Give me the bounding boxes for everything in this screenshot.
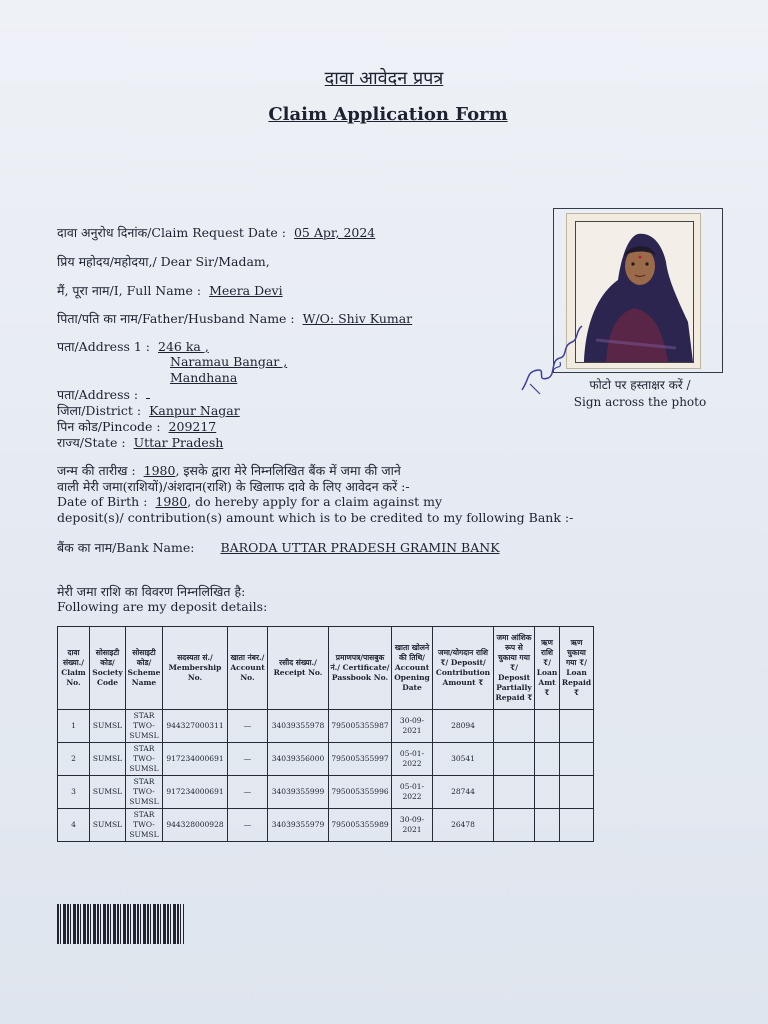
table-cell: SUMSL: [90, 809, 126, 842]
table-row: [58, 743, 594, 776]
table-cell: 917234000691: [163, 743, 228, 776]
table-cell: SUMSL: [90, 710, 126, 743]
table-cell: —: [228, 743, 268, 776]
bank-label: बैंक का नाम/Bank Name:: [57, 540, 195, 555]
state-value: Uttar Pradesh: [133, 435, 224, 450]
table-cell: [494, 776, 535, 809]
address1-label: पता/Address 1 :: [57, 339, 151, 354]
table-cell: [560, 710, 594, 743]
table-cell: 2: [58, 743, 90, 776]
full-name-label: मैं, पूरा नाम/I, Full Name :: [57, 283, 202, 298]
address1-line-1: 246 ka ,: [158, 339, 209, 354]
table-cell: —: [228, 710, 268, 743]
table-cell: [494, 710, 535, 743]
deposit-table-body: [58, 710, 594, 842]
table-cell: [560, 776, 594, 809]
table-cell: 1: [58, 710, 90, 743]
table-cell: 30-09-2021: [392, 710, 433, 743]
table-cell: 34039355978: [268, 710, 329, 743]
dob-english-line-2: deposit(s)/ contribution(s) amount which is to be credited to my following Bank :-: [57, 510, 574, 525]
table-row: [58, 809, 594, 842]
table-cell: SUMSL: [90, 743, 126, 776]
table-cell: —: [228, 809, 268, 842]
col-account-no: खाता नंबर./ Account No.: [228, 627, 268, 710]
table-cell: 944327000311: [163, 710, 228, 743]
bank-value: BARODA UTTAR PRADESH GRAMIN BANK: [220, 540, 500, 555]
salutation: प्रिय महोदय/महोदया,/ Dear Sir/Madam,: [57, 254, 270, 269]
table-row: [58, 710, 594, 743]
photo-caption: [560, 377, 720, 411]
form-title-english: Claim Application Form: [268, 104, 508, 125]
table-cell: 34039355979: [268, 809, 329, 842]
photo-caption-english: Sign across the photo: [573, 395, 707, 409]
col-deposit-amount: जमा/योगदान राशि ₹/ Deposit/ Contribution Amount ₹: [433, 627, 494, 710]
table-cell: [535, 776, 560, 809]
father-husband-row: [57, 310, 412, 327]
state-label: राज्य/State :: [57, 435, 126, 450]
barcode: [57, 904, 184, 944]
table-cell: STAR TWO-SUMSL: [126, 743, 163, 776]
table-cell: 34039356000: [268, 743, 329, 776]
table-cell: [560, 809, 594, 842]
table-cell: 795005355996: [329, 776, 392, 809]
address2-row: [57, 386, 150, 403]
table-cell: 28744: [433, 776, 494, 809]
col-loan-repaid: ऋण चुकाया गया ₹/ Loan Repaid ₹: [560, 627, 594, 710]
address1-row: [57, 338, 209, 355]
table-cell: STAR TWO-SUMSL: [126, 809, 163, 842]
table-cell: 05-01-2022: [392, 776, 433, 809]
address2-label: पता/Address :: [57, 387, 139, 402]
dob-hindi-line-1: जन्म की तारीख : 1980, इसके द्वारा मेरे निम्नलिखित बैंक में जमा की जाने: [57, 463, 401, 478]
form-title-hindi: दावा आवेदन प्रपत्र: [324, 68, 444, 89]
table-cell: 28094: [433, 710, 494, 743]
district-label: जिला/District :: [57, 403, 142, 418]
col-claim-no: दावा संख्या./ Claim No.: [58, 627, 90, 710]
claim-date-value: 05 Apr, 2024: [293, 225, 376, 240]
pincode-label: पिन कोड/Pincode :: [57, 419, 161, 434]
table-cell: SUMSL: [90, 776, 126, 809]
table-cell: STAR TWO-SUMSL: [126, 710, 163, 743]
table-cell: 795005355997: [329, 743, 392, 776]
table-cell: 917234000691: [163, 776, 228, 809]
dob-english-line-1: Date of Birth : 1980, do hereby apply for a claim against my: [57, 494, 443, 509]
claim-date-label: दावा अनुरोध दिनांक/Claim Request Date :: [57, 225, 286, 240]
full-name-row: [57, 282, 283, 299]
deposit-heading-hindi: मेरी जमा राशि का विवरण निम्नलिखित है:: [57, 584, 246, 599]
full-name-value: Meera Devi: [209, 283, 283, 298]
table-cell: 4: [58, 809, 90, 842]
address2-value: [146, 386, 150, 399]
father-husband-value: W/O: Shiv Kumar: [302, 311, 413, 326]
col-certificate-no: प्रमाणपत्र/पासबुक नं./ Certificate/ Passbook No.: [329, 627, 392, 710]
dob-year-english: 1980: [155, 494, 188, 509]
photo-caption-hindi: फोटो पर हस्ताक्षर करें /: [589, 378, 691, 392]
col-opening-date: खाता खोलने की तिथि/ Account Opening Date: [392, 627, 433, 710]
col-receipt-no: रसीद संख्या./ Receipt No.: [268, 627, 329, 710]
table-cell: 26478: [433, 809, 494, 842]
dob-hindi-line-2: वाली मेरी जमा(राशियों)/अंशदान(राशि) के खिलाफ दावे के लिए आवेदन करें :-: [57, 479, 410, 494]
dob-year-hindi: 1980: [143, 463, 176, 478]
table-cell: —: [228, 776, 268, 809]
table-cell: [535, 809, 560, 842]
col-society-code: सोसाइटी कोड/ Society Code: [90, 627, 126, 710]
table-cell: 944328000928: [163, 809, 228, 842]
table-cell: 795005355989: [329, 809, 392, 842]
claim-date-row: [57, 224, 375, 241]
pincode-value: 209217: [168, 419, 217, 434]
district-row: [57, 402, 240, 419]
pincode-row: [57, 418, 216, 435]
address1-line-3: Mandhana: [170, 370, 238, 385]
table-cell: 795005355987: [329, 710, 392, 743]
col-loan-amt: ऋण राशि ₹/ Loan Amt ₹: [535, 627, 560, 710]
table-cell: 3: [58, 776, 90, 809]
table-row: [58, 776, 594, 809]
table-cell: STAR TWO-SUMSL: [126, 776, 163, 809]
table-cell: [494, 743, 535, 776]
table-cell: 05-01-2022: [392, 743, 433, 776]
col-scheme-name: सोसाइटी कोड/ Scheme Name: [126, 627, 163, 710]
deposit-heading-english: Following are my deposit details:: [57, 599, 268, 614]
father-husband-label: पिता/पति का नाम/Father/Husband Name :: [57, 311, 295, 326]
bank-row: [57, 539, 500, 556]
table-cell: 30-09-2021: [392, 809, 433, 842]
table-cell: [494, 809, 535, 842]
table-cell: [535, 710, 560, 743]
state-row: [57, 434, 223, 451]
table-cell: [535, 743, 560, 776]
table-cell: [560, 743, 594, 776]
table-cell: 30541: [433, 743, 494, 776]
deposit-table: [57, 626, 594, 842]
address1-line-2: Naramau Bangar ,: [170, 354, 288, 369]
deposit-table-header-row: [58, 627, 594, 710]
table-cell: 34039355999: [268, 776, 329, 809]
district-value: Kanpur Nagar: [149, 403, 240, 418]
col-partially-repaid: जमा आंशिक रूप से चुकाया गया ₹/ Deposit Partially Repaid ₹: [494, 627, 535, 710]
col-membership-no: सदस्यता सं./ Membership No.: [163, 627, 228, 710]
